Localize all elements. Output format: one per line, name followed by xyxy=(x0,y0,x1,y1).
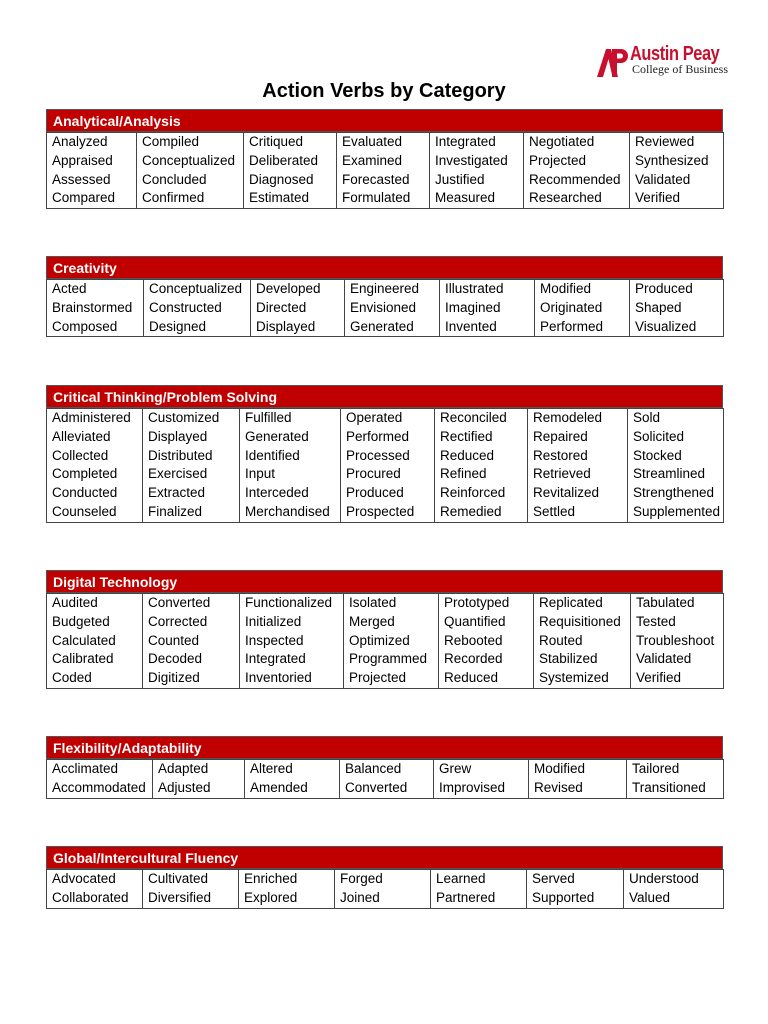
verb-item: Alleviated xyxy=(52,428,111,444)
section-2 xyxy=(46,385,723,523)
verb-item: Altered xyxy=(250,761,293,776)
verb-item: Reduced xyxy=(444,670,499,686)
verb-column xyxy=(335,870,431,909)
verb-item: Conceptualized xyxy=(149,281,243,296)
verb-column xyxy=(431,870,527,909)
verb-item: Reviewed xyxy=(635,134,695,149)
verb-item: Calibrated xyxy=(52,651,114,667)
verb-item: Merged xyxy=(349,613,395,629)
verb-item: Examined xyxy=(342,152,403,168)
verb-item: Produced xyxy=(346,485,404,501)
verb-item: Negotiated xyxy=(529,134,595,149)
verb-column xyxy=(337,133,430,209)
verb-item: Compiled xyxy=(142,134,200,149)
verb-table xyxy=(46,132,724,209)
section-1 xyxy=(46,256,723,337)
verb-column xyxy=(240,594,344,689)
verb-item: Budgeted xyxy=(52,613,110,629)
verb-item: Supported xyxy=(532,889,595,905)
verb-item: Quantified xyxy=(444,613,506,629)
verb-item: Solicited xyxy=(633,428,685,444)
verb-item: Audited xyxy=(52,595,98,610)
verb-item: Integrated xyxy=(435,134,496,149)
table-row xyxy=(47,760,724,799)
verb-column xyxy=(630,133,724,209)
verb-table xyxy=(46,593,724,689)
section-0 xyxy=(46,109,723,209)
verb-item: Confirmed xyxy=(142,190,205,206)
verb-column xyxy=(143,594,240,689)
verb-column xyxy=(47,133,137,209)
verb-item: Revitalized xyxy=(533,485,600,501)
verb-column xyxy=(345,280,440,337)
table-row xyxy=(47,280,724,337)
verb-item: Critiqued xyxy=(249,134,304,149)
verb-column xyxy=(47,280,144,337)
verb-item: Synthesized xyxy=(635,152,709,168)
verb-item: Forged xyxy=(340,871,383,886)
verb-table xyxy=(46,408,724,523)
verb-item: Identified xyxy=(245,447,300,463)
verb-item: Diversified xyxy=(148,889,212,905)
verb-item: Customized xyxy=(148,410,220,425)
verb-item: Collaborated xyxy=(52,889,129,905)
verb-item: Troubleshoot xyxy=(636,632,715,648)
verb-item: Partnered xyxy=(436,889,496,905)
verb-item: Tested xyxy=(636,613,676,629)
verb-item: Corrected xyxy=(148,613,208,629)
verb-column xyxy=(143,409,240,523)
verb-item: Inspected xyxy=(245,632,304,648)
verb-item: Prototyped xyxy=(444,595,510,610)
verb-item: Enriched xyxy=(244,871,298,886)
verb-item: Adjusted xyxy=(158,779,211,795)
verb-item: Joined xyxy=(340,889,380,905)
section-4 xyxy=(46,736,723,799)
ap-logo-icon xyxy=(596,46,630,78)
verb-column xyxy=(529,760,627,799)
verb-item: Restored xyxy=(533,447,588,463)
verb-item: Procured xyxy=(346,466,401,482)
verb-item: Isolated xyxy=(349,595,397,610)
verb-item: Converted xyxy=(148,595,211,610)
page-title: Action Verbs by Category xyxy=(262,80,506,102)
verb-item: Extracted xyxy=(148,485,206,501)
table-row xyxy=(47,594,724,689)
verb-item: Reduced xyxy=(440,447,495,463)
verb-item: Merchandised xyxy=(245,503,330,519)
verb-item: Composed xyxy=(52,318,118,334)
verb-item: Modified xyxy=(540,281,592,296)
verb-column xyxy=(47,760,153,799)
verb-item: Assessed xyxy=(52,171,111,187)
section-header: Creativity xyxy=(46,256,723,279)
logo-subtitle: College of Business xyxy=(632,62,728,76)
verb-item: Invented xyxy=(445,318,497,334)
table-row xyxy=(47,133,724,209)
verb-item: Strengthened xyxy=(633,485,715,501)
table-row xyxy=(47,870,724,909)
verb-item: Researched xyxy=(529,190,602,206)
verb-item: Decoded xyxy=(148,651,203,667)
verb-column xyxy=(137,133,244,209)
verb-column xyxy=(47,409,143,523)
verb-column xyxy=(143,870,239,909)
verb-item: Originated xyxy=(540,299,603,315)
verb-item: Verified xyxy=(635,190,681,206)
verb-item: Revised xyxy=(534,779,583,795)
verb-item: Compared xyxy=(52,190,116,206)
verb-item: Counted xyxy=(148,632,200,648)
verb-item: Performed xyxy=(346,428,410,444)
verb-item: Fulfilled xyxy=(245,410,292,425)
verb-column xyxy=(435,409,528,523)
verb-table xyxy=(46,869,724,909)
verb-item: Stabilized xyxy=(539,651,598,667)
verb-item: Balanced xyxy=(345,761,402,776)
verb-item: Conceptualized xyxy=(142,152,236,168)
verb-column xyxy=(631,594,724,689)
verb-item: Brainstormed xyxy=(52,299,133,315)
verb-item: Constructed xyxy=(149,299,222,315)
verb-item: Optimized xyxy=(349,632,410,648)
verb-item: Requisitioned xyxy=(539,613,621,629)
section-5 xyxy=(46,846,723,909)
verb-item: Reinforced xyxy=(440,485,506,501)
verb-column xyxy=(245,760,340,799)
section-header: Flexibility/Adaptability xyxy=(46,736,723,759)
verb-item: Visualized xyxy=(635,318,697,334)
verb-column xyxy=(624,870,724,909)
verb-item: Explored xyxy=(244,889,298,905)
verb-column xyxy=(628,409,724,523)
verb-item: Imagined xyxy=(445,299,501,315)
table-row xyxy=(47,409,724,523)
verb-item: Processed xyxy=(346,447,410,463)
verb-item: Directed xyxy=(256,299,307,315)
verb-item: Valued xyxy=(629,889,671,905)
verb-item: Shaped xyxy=(635,299,682,315)
verb-item: Advocated xyxy=(52,871,116,886)
verb-item: Diagnosed xyxy=(249,171,314,187)
verb-item: Completed xyxy=(52,466,118,482)
verb-item: Functionalized xyxy=(245,595,333,610)
verb-item: Displayed xyxy=(148,428,208,444)
verb-item: Repaired xyxy=(533,428,588,444)
verb-item: Acted xyxy=(52,281,87,296)
verb-item: Analyzed xyxy=(52,134,108,149)
verb-item: Measured xyxy=(435,190,496,206)
section-header: Global/Intercultural Fluency xyxy=(46,846,723,869)
verb-item: Displayed xyxy=(256,318,316,334)
verb-item: Finalized xyxy=(148,503,203,519)
verb-item: Projected xyxy=(529,152,587,168)
verb-item: Counseled xyxy=(52,503,117,519)
verb-column xyxy=(630,280,724,337)
verb-item: Retrieved xyxy=(533,466,591,482)
verb-column xyxy=(344,594,439,689)
verb-item: Exercised xyxy=(148,466,208,482)
verb-item: Projected xyxy=(349,670,407,686)
verb-item: Grew xyxy=(439,761,472,776)
verb-item: Formulated xyxy=(342,190,411,206)
verb-item: Programmed xyxy=(349,651,428,667)
verb-item: Supplemented xyxy=(633,503,721,519)
verb-item: Validated xyxy=(636,651,692,667)
verb-item: Converted xyxy=(345,779,408,795)
verb-column xyxy=(251,280,345,337)
verb-item: Adapted xyxy=(158,761,209,776)
verb-item: Inventoried xyxy=(245,670,312,686)
verb-item: Prospected xyxy=(346,503,415,519)
verb-column xyxy=(528,409,628,523)
verb-item: Illustrated xyxy=(445,281,504,296)
verb-item: Learned xyxy=(436,871,486,886)
verb-item: Initialized xyxy=(245,613,302,629)
verb-column xyxy=(240,409,341,523)
verb-item: Streamlined xyxy=(633,466,706,482)
verb-item: Designed xyxy=(149,318,207,334)
verb-item: Appraised xyxy=(52,152,113,168)
section-header: Critical Thinking/Problem Solving xyxy=(46,385,723,408)
verb-item: Systemized xyxy=(539,670,609,686)
verb-item: Modified xyxy=(534,761,586,776)
verb-table xyxy=(46,759,724,799)
logo xyxy=(596,43,728,78)
verb-item: Integrated xyxy=(245,651,306,667)
verb-column xyxy=(47,594,143,689)
verb-item: Settled xyxy=(533,503,576,519)
verb-item: Calculated xyxy=(52,632,116,648)
verb-item: Administered xyxy=(52,410,131,425)
verb-item: Stocked xyxy=(633,447,682,463)
verb-item: Rebooted xyxy=(444,632,503,648)
verb-item: Reconciled xyxy=(440,410,507,425)
verb-item: Justified xyxy=(435,171,485,187)
verb-item: Performed xyxy=(540,318,604,334)
verb-column xyxy=(535,280,630,337)
verb-item: Refined xyxy=(440,466,487,482)
verb-item: Deliberated xyxy=(249,152,319,168)
section-header: Analytical/Analysis xyxy=(46,109,723,132)
verb-column xyxy=(440,280,535,337)
verb-item: Recorded xyxy=(444,651,503,667)
verb-item: Validated xyxy=(635,171,691,187)
verb-item: Accommodated xyxy=(52,779,146,795)
verb-item: Served xyxy=(532,871,575,886)
verb-column xyxy=(439,594,534,689)
verb-item: Developed xyxy=(256,281,321,296)
verb-item: Distributed xyxy=(148,447,213,463)
section-3 xyxy=(46,570,723,689)
verb-item: Forecasted xyxy=(342,171,410,187)
verb-item: Rectified xyxy=(440,428,493,444)
verb-item: Collected xyxy=(52,447,109,463)
verb-item: Replicated xyxy=(539,595,603,610)
verb-item: Amended xyxy=(250,779,308,795)
verb-column xyxy=(153,760,245,799)
verb-item: Routed xyxy=(539,632,583,648)
verb-column xyxy=(434,760,529,799)
verb-column xyxy=(239,870,335,909)
verb-item: Remodeled xyxy=(533,410,603,425)
verb-item: Conducted xyxy=(52,485,118,501)
verb-item: Remedied xyxy=(440,503,502,519)
verb-item: Estimated xyxy=(249,190,310,206)
verb-column xyxy=(244,133,337,209)
verb-item: Envisioned xyxy=(350,299,417,315)
verb-item: Tailored xyxy=(632,761,680,776)
verb-item: Improvised xyxy=(439,779,506,795)
verb-item: Operated xyxy=(346,410,403,425)
verb-item: Transitioned xyxy=(632,779,706,795)
verb-item: Generated xyxy=(245,428,309,444)
logo-name: Austin Peay xyxy=(630,43,720,65)
verb-item: Acclimated xyxy=(52,761,119,776)
verb-table xyxy=(46,279,724,337)
verb-item: Coded xyxy=(52,670,92,686)
verb-column xyxy=(341,409,435,523)
verb-column xyxy=(144,280,251,337)
verb-column xyxy=(430,133,524,209)
verb-column xyxy=(47,870,143,909)
verb-item: Digitized xyxy=(148,670,200,686)
verb-column xyxy=(340,760,434,799)
verb-item: Verified xyxy=(636,670,682,686)
verb-item: Understood xyxy=(629,871,699,886)
section-header: Digital Technology xyxy=(46,570,723,593)
verb-item: Generated xyxy=(350,318,414,334)
verb-item: Investigated xyxy=(435,152,508,168)
verb-column xyxy=(527,870,624,909)
verb-item: Cultivated xyxy=(148,871,209,886)
verb-item: Evaluated xyxy=(342,134,403,149)
verb-item: Interceded xyxy=(245,485,309,501)
verb-item: Sold xyxy=(633,410,661,425)
verb-item: Input xyxy=(245,466,276,482)
verb-column xyxy=(534,594,631,689)
verb-item: Concluded xyxy=(142,171,207,187)
verb-column xyxy=(627,760,724,799)
verb-item: Recommended xyxy=(529,171,621,187)
verb-column xyxy=(524,133,630,209)
verb-item: Tabulated xyxy=(636,595,695,610)
verb-item: Produced xyxy=(635,281,693,296)
verb-item: Engineered xyxy=(350,281,420,296)
